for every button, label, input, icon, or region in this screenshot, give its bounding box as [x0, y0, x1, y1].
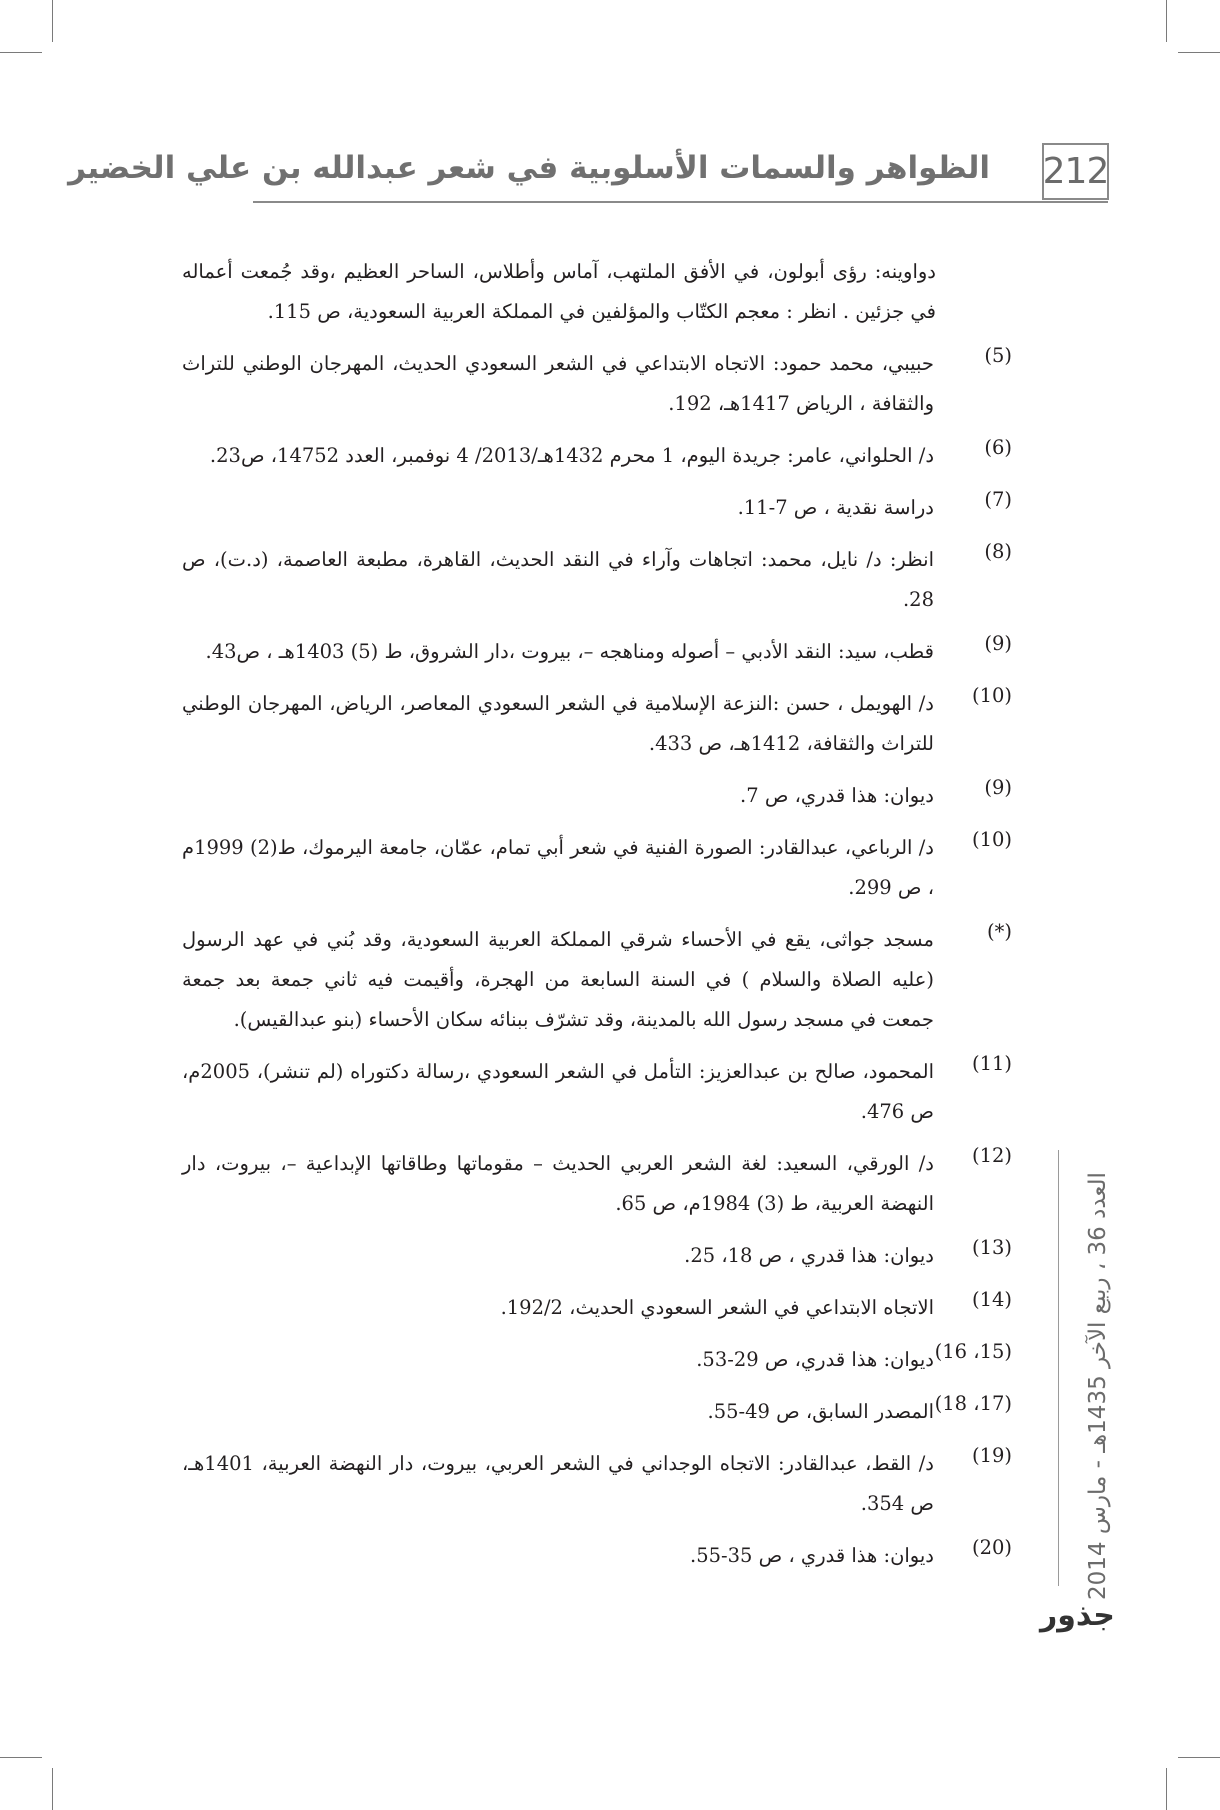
- footnote-entry: [182, 540, 1012, 620]
- header-rule: [253, 201, 1108, 203]
- footnote-text: د/ الورقي، السعيد: لغة الشعر العربي الحديث – مقوماتها وطاقاتها الإبداعية –، بيروت، دار النهضة العربية، ط (3) 1984م، ص 65.: [182, 1152, 934, 1215]
- footnote-entry: [182, 1052, 1012, 1132]
- footnote-number: (10): [971, 828, 1012, 851]
- footnote-number: (20): [971, 1536, 1012, 1559]
- footnote-text: ديوان: هذا قدري ، ص 18، 25.: [684, 1244, 934, 1267]
- crop-mark: [1178, 1757, 1220, 1758]
- footnote-number: (14): [971, 1288, 1012, 1311]
- footnote-text: د/ القط، عبدالقادر: الاتجاه الوجداني في الشعر العربي، بيروت، دار النهضة العربية، 1401هـ، ص 354.: [182, 1452, 934, 1515]
- footnote-number: (15، 16): [934, 1340, 1012, 1363]
- footnote-text: دراسة نقدية ، ص 7-11.: [737, 496, 934, 519]
- footnote-number: (19): [971, 1444, 1012, 1467]
- page-number: 212: [1042, 143, 1109, 200]
- footnote-number: (*): [987, 920, 1012, 943]
- journal-logo: جذور: [1040, 1598, 1115, 1633]
- footnote-entry: [182, 632, 1012, 672]
- footnote-entry: [182, 488, 1012, 528]
- crop-mark: [52, 0, 53, 42]
- crop-mark: [52, 1768, 53, 1810]
- footnote-text: حبيبي، محمد حمود: الاتجاه الابتداعي في الشعر السعودي الحديث، المهرجان الوطني للتراث والثقافة ، الرياض 1417هـ، 192.: [182, 352, 934, 415]
- footnote-entry: [182, 776, 1012, 816]
- footnote-entry: [182, 1144, 1012, 1224]
- footnote-text: ديوان: هذا قدري ، ص 35-55.: [690, 1544, 934, 1567]
- issue-info: العدد 36 ، ربيع الآخر 1435هـ - مارس 2014: [1085, 1172, 1111, 1600]
- running-head: الظواهر والسمات الأسلوبية في شعر عبدالله بن علي الخضير: [68, 150, 990, 186]
- footnote-text: د/ الهويمل ، حسن :النزعة الإسلامية في الشعر السعودي المعاصر، الرياض، المهرجان الوطني للتراث والثقافة، 1412هـ، ص 433.: [182, 692, 934, 755]
- footnote-number: (11): [971, 1052, 1012, 1075]
- crop-mark: [1178, 52, 1220, 53]
- footnote-text: مسجد جواثى، يقع في الأحساء شرقي المملكة العربية السعودية، وقد بُني في عهد الرسول (عليه الصلاة والسلام ) في السنة السابعة من الهجرة، وأقيمت فيه ثاني جمعة بعد جمعة جمعت في مسجد رسول الله بالمدينة، وقد تشرّف ببنائه سكان الأحساء (بنو عبدالقيس).: [182, 928, 934, 1031]
- footnote-number: (8): [984, 540, 1012, 563]
- crop-mark: [1166, 0, 1167, 42]
- footnote-number: (17، 18): [934, 1392, 1012, 1415]
- footnote-number: (7): [984, 488, 1012, 511]
- footnote-number: (13): [971, 1236, 1012, 1259]
- footnotes-list: [182, 252, 1012, 1588]
- footnote-entry: [182, 436, 1012, 476]
- footnote-entry: [182, 1392, 1012, 1432]
- footnote-text: المصدر السابق، ص 49-55.: [707, 1400, 934, 1423]
- footnote-number: (9): [984, 632, 1012, 655]
- footnote-text: د/ الحلواني، عامر: جريدة اليوم، 1 محرم 1432هـ/2013/ 4 نوفمبر، العدد 14752، ص23.: [209, 444, 934, 467]
- footnote-entry: [182, 920, 1012, 1040]
- footnote-number: (9): [984, 776, 1012, 799]
- footnote-entry: [182, 1288, 1012, 1328]
- footnote-text: انظر: د/ نايل، محمد: اتجاهات وآراء في النقد الحديث، القاهرة، مطبعة العاصمة، (د.ت)، ص 28.: [182, 548, 934, 611]
- footnote-number: (12): [971, 1144, 1012, 1167]
- footnote-text: المحمود، صالح بن عبدالعزيز: التأمل في الشعر السعودي ،رسالة دكتوراه (لم تنشر)، 2005م، ص 476.: [182, 1060, 934, 1123]
- footnote-text: دواوينه: رؤى أبولون، في الأفق الملتهب، آماس وأطلاس، الساحر العظيم ،وقد جُمعت أعماله في جزئين . انظر : معجم الكتّاب والمؤلفين في المملكة العربية السعودية، ص 115.: [182, 260, 936, 323]
- footnote-text: ديوان: هذا قدري، ص 29-53.: [696, 1348, 934, 1371]
- footnote-entry: [182, 1444, 1012, 1524]
- crop-mark: [0, 1757, 42, 1758]
- footnote-number: (10): [971, 684, 1012, 707]
- footnote-text: قطب، سيد: النقد الأدبي – أصوله ومناهجه –، بيروت ،دار الشروق، ط (5) 1403هـ ، ص43.: [205, 640, 934, 663]
- footnote-entry: [182, 344, 1012, 424]
- footnote-entry: [182, 1236, 1012, 1276]
- side-divider: [1058, 1150, 1059, 1586]
- footnote-entry: [182, 828, 1012, 908]
- footnote-entry: [182, 252, 1012, 332]
- footnote-text: د/ الرباعي، عبدالقادر: الصورة الفنية في شعر أبي تمام، عمّان، جامعة اليرموك، ط(2) 1999م ، ص 299.: [182, 836, 934, 899]
- footnote-number: (5): [984, 344, 1012, 367]
- footnote-number: (6): [984, 436, 1012, 459]
- footnote-entry: [182, 1340, 1012, 1380]
- footnote-entry: [182, 1536, 1012, 1576]
- footnote-text: الاتجاه الابتداعي في الشعر السعودي الحديث، 192/2.: [500, 1296, 934, 1319]
- crop-mark: [1166, 1768, 1167, 1810]
- footnote-entry: [182, 684, 1012, 764]
- crop-mark: [0, 52, 42, 53]
- footnote-text: ديوان: هذا قدري، ص 7.: [740, 784, 934, 807]
